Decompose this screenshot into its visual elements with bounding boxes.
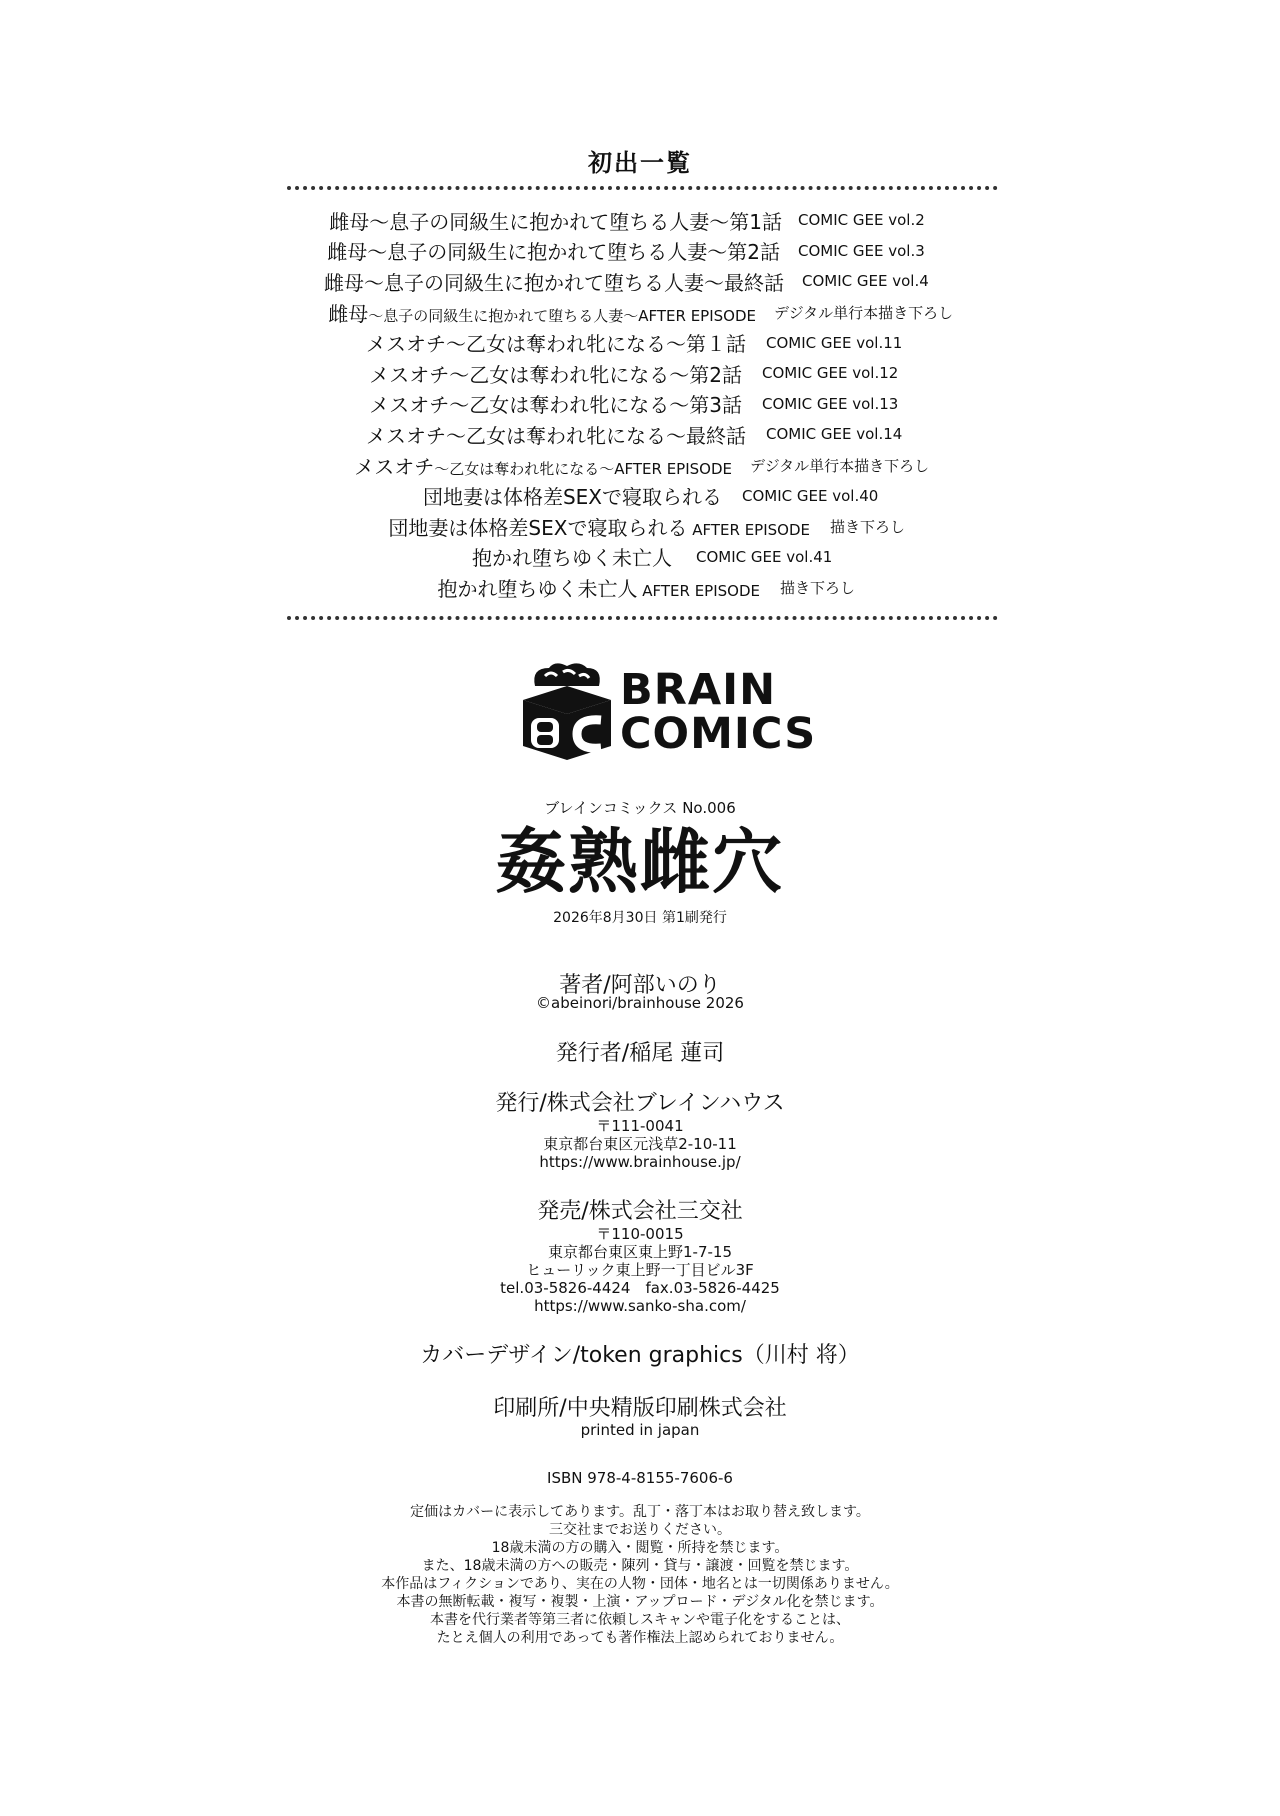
episode-source: COMIC GEE vol.40: [742, 486, 879, 505]
episode-title: 雌母〜息子の同級生に抱かれて堕ちる人妻〜最終話: [324, 270, 784, 295]
episode-source: COMIC GEE vol.41: [696, 547, 833, 566]
episode-title: [437, 573, 760, 602]
list-item: [0, 450, 1280, 481]
publisher-person: 発行者/稲尾 蓮司: [555, 1041, 725, 1066]
dotted-divider-bottom: [287, 616, 998, 620]
episode-source: COMIC GEE vol.14: [766, 425, 903, 444]
episode-source: 描き下ろし: [830, 517, 906, 536]
seller-url: https://www.sanko-sha.com/: [534, 1297, 746, 1315]
episode-title: メスオチ〜乙女は奪われ牝になる〜最終話: [366, 423, 746, 448]
list-item: [0, 389, 1280, 420]
episode-title-main: 団地妻は体格差SEXで寝取られる: [388, 515, 688, 540]
list-item: [0, 266, 1280, 297]
list-item: [0, 480, 1280, 511]
first-appearance-heading: 初出一覧: [588, 149, 692, 177]
legal-notes: [0, 1503, 1280, 1647]
list-item: [0, 511, 1280, 542]
episode-title-sub: AFTER EPISODE: [687, 520, 810, 539]
episode-source: COMIC GEE vol.11: [766, 333, 903, 352]
cover-design: カバーデザイン/token graphics（川村 将）: [420, 1343, 860, 1368]
publish-date: 2026年8月30日 第1刷発行: [553, 910, 727, 926]
brand-line2: COMICS: [620, 709, 817, 759]
episode-source: デジタル単行本描き下ろし: [774, 303, 954, 322]
episode-title: メスオチ〜乙女は奪われ牝になる〜第2話: [369, 362, 742, 387]
isbn: ISBN 978-4-8155-7606-6: [547, 1469, 733, 1487]
list-item: [0, 236, 1280, 267]
episode-title: 雌母〜息子の同級生に抱かれて堕ちる人妻〜第2話: [327, 240, 780, 265]
copyright: ©abeinori/brainhouse 2026: [536, 994, 744, 1012]
episode-title: [354, 451, 732, 480]
episode-title: メスオチ〜乙女は奪われ牝になる〜第１話: [366, 332, 746, 357]
printed-in: printed in japan: [580, 1421, 700, 1439]
episode-title: [328, 298, 756, 327]
publisher: 発行/株式会社ブレインハウス: [495, 1091, 785, 1116]
episode-source: COMIC GEE vol.13: [762, 394, 899, 413]
list-item: [0, 542, 1280, 573]
list-item: [0, 327, 1280, 358]
episode-title: 雌母〜息子の同級生に抱かれて堕ちる人妻〜第1話: [329, 209, 782, 234]
episode-title-main: 雌母: [328, 301, 369, 326]
series-number: ブレインコミックス No.006: [544, 799, 736, 817]
episode-source: デジタル単行本描き下ろし: [750, 456, 930, 475]
episode-title-main: 抱かれ堕ちゆく未亡人: [437, 576, 638, 601]
list-item: [0, 205, 1280, 236]
first-appearance-list: [0, 205, 1280, 603]
seller-address: 東京都台東区東上野1-7-15: [548, 1243, 732, 1261]
brand-line1: BRAIN: [620, 665, 777, 715]
book-title: 姦熟雌穴: [496, 821, 784, 903]
list-item: [0, 572, 1280, 603]
seller: 発売/株式会社三交社: [537, 1199, 743, 1224]
seller-building: ヒューリック東上野一丁目ビル3F: [526, 1261, 754, 1279]
note-line: また、18歳未満の方への販売・陳列・貸与・譲渡・回覧を禁じます。: [421, 1558, 859, 1574]
note-line: たとえ個人の利用であっても著作権法上認められておりません。: [436, 1630, 844, 1646]
note-line: 定価はカバーに表示してあります。乱丁・落丁本はお取り替え致します。: [410, 1504, 870, 1520]
episode-source: COMIC GEE vol.3: [798, 241, 925, 260]
note-line: 三交社までお送りください。: [549, 1522, 731, 1538]
seller-contact: tel.03-5826-4424 fax.03-5826-4425: [500, 1279, 780, 1297]
note-line: 本書を代行業者等第三者に依頼しスキャンや電子化をすることは、: [430, 1612, 850, 1628]
publisher-address: 東京都台東区元浅草2-10-11: [543, 1135, 737, 1153]
note-line: 本書の無断転載・複写・複製・上演・アップロード・デジタル化を禁じます。: [396, 1594, 884, 1610]
publisher-url: https://www.brainhouse.jp/: [539, 1153, 741, 1171]
episode-title-sub: 〜乙女は奪われ牝になる〜AFTER EPISODE: [434, 459, 732, 478]
episode-title: [388, 512, 810, 541]
seller-zip: 〒110-0015: [596, 1225, 684, 1243]
episode-source: COMIC GEE vol.12: [762, 364, 899, 383]
episode-title-main: メスオチ: [354, 454, 435, 479]
list-item: [0, 419, 1280, 450]
list-item: [0, 297, 1280, 328]
episode-title-sub: AFTER EPISODE: [637, 581, 760, 600]
episode-source: COMIC GEE vol.2: [798, 211, 925, 230]
episode-source: 描き下ろし: [780, 578, 856, 597]
episode-title: 団地妻は体格差SEXで寝取られる: [422, 485, 722, 510]
note-line: 18歳未満の方の購入・閲覧・所持を禁じます。: [491, 1540, 789, 1556]
author: 著者/阿部いのり: [559, 973, 721, 998]
printer: 印刷所/中央精版印刷株式会社: [493, 1396, 787, 1421]
publisher-zip: 〒111-0041: [596, 1117, 684, 1135]
episode-title: 抱かれ堕ちゆく未亡人: [472, 546, 672, 571]
episode-source: COMIC GEE vol.4: [802, 272, 929, 291]
brand-wordmark: [620, 665, 817, 759]
episode-title: メスオチ〜乙女は奪われ牝になる〜第3話: [369, 393, 742, 418]
note-line: 本作品はフィクションであり、実在の人物・団体・地名とは一切関係ありません。: [381, 1576, 899, 1592]
episode-title-sub: 〜息子の同級生に抱かれて堕ちる人妻〜AFTER EPISODE: [368, 306, 756, 325]
dotted-divider-top: [287, 186, 998, 190]
list-item: [0, 358, 1280, 389]
